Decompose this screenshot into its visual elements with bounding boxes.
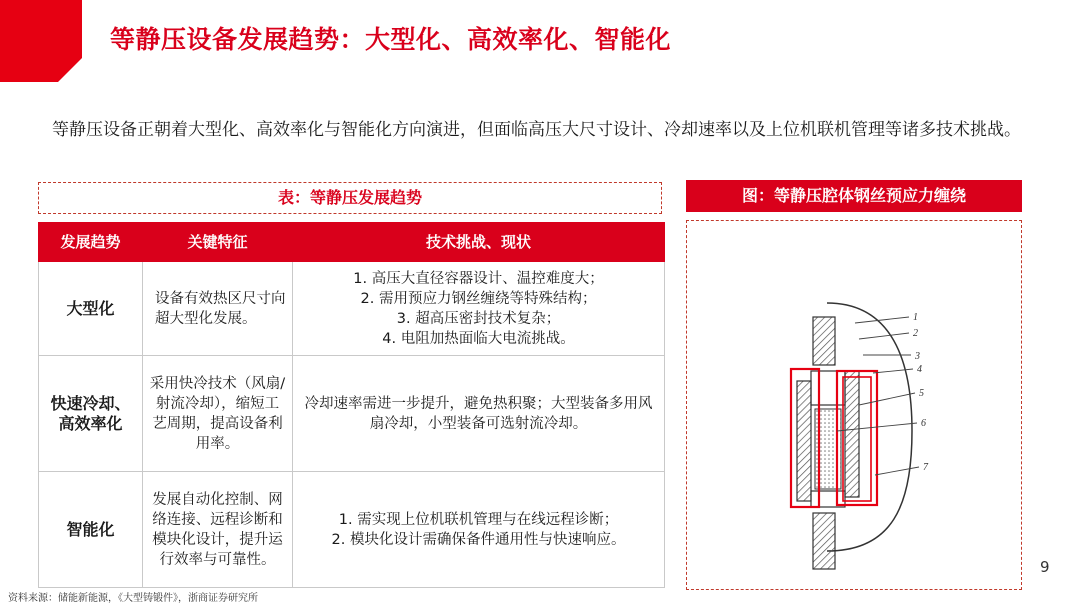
callout-number: 1 [913,312,918,323]
figure-caption: 图：等静压腔体钢丝预应力缠绕 [686,180,1022,212]
challenges-cell [293,472,665,588]
challenge-item: 4. 电阻加热面临大电流挑战。 [382,330,575,347]
source-note: 资料来源：储能新能源，《大型铸锻件》，浙商证券研究所 [8,593,258,604]
header-trend: 发展趋势 [39,223,143,262]
callout-number: 4 [917,364,922,375]
challenge-item: 冷却速率需进一步提升，避免热积聚；大型装备多用风扇冷却，小型装备可选射流冷却。 [304,395,653,432]
table-caption: 表：等静压发展趋势 [38,182,662,214]
vessel-wall-left [797,381,811,501]
wire-winding-diagram [687,221,1023,591]
table-row [39,356,665,472]
callout-number: 6 [921,418,926,429]
challenge-item: 1. 高压大直径容器设计、温控难度大； [353,270,604,287]
header-feature: 关键特征 [143,223,293,262]
bottom-yoke [813,513,835,569]
top-yoke [813,317,835,365]
challenges-cell [293,262,665,356]
feature-cell: 采用快冷技术（风扇/射流冷却），缩短工艺周期，提高设备利用率。 [143,356,293,472]
challenges-cell [293,356,665,472]
trend-cell [39,356,143,472]
header-challenges: 技术挑战、现状 [293,223,665,262]
intro-paragraph: 等静压设备正朝着大型化、高效率化与智能化方向演进，但面临高压大尺寸设计、冷却速率以及上位机联机管理等诸多技术挑战。 [52,120,1021,140]
challenge-item: 2. 模块化设计需确保备件通用性与快速响应。 [331,531,626,548]
page-number: 9 [1040,558,1050,576]
challenge-item: 2. 需用预应力钢丝缠绕等特殊结构； [360,290,597,307]
vessel-wall-right [845,371,859,497]
table-header-row [39,223,665,262]
page-title: 等静压设备发展趋势：大型化、高效率化、智能化 [110,25,672,54]
challenge-item: 3. 超高压密封技术复杂； [396,310,561,327]
callout-number: 3 [915,351,920,362]
trend-label: 智能化 [66,519,115,539]
trend-label: 大型化 [66,298,115,318]
trend-cell [39,472,143,588]
feature-cell: 发展自动化控制、网络连接、远程诊断和模块化设计，提升运行效率与可靠性。 [143,472,293,588]
figure-frame [686,220,1022,590]
trend-cell [39,262,143,356]
table-row [39,262,665,356]
callout-number: 5 [919,388,924,399]
callout-number: 7 [923,462,928,473]
top-closure [811,371,845,405]
table-row [39,472,665,588]
trend-label: 高效率化 [58,413,123,433]
callout-number: 2 [913,328,918,339]
challenge-item: 1. 需实现上位机联机管理与在线远程诊断； [338,511,619,528]
trend-label: 快速冷却、 [50,393,131,413]
corner-logo-mark [0,0,82,82]
feature-cell: 设备有效热区尺寸向超大型化发展。 [143,262,293,356]
trend-table [38,222,665,588]
